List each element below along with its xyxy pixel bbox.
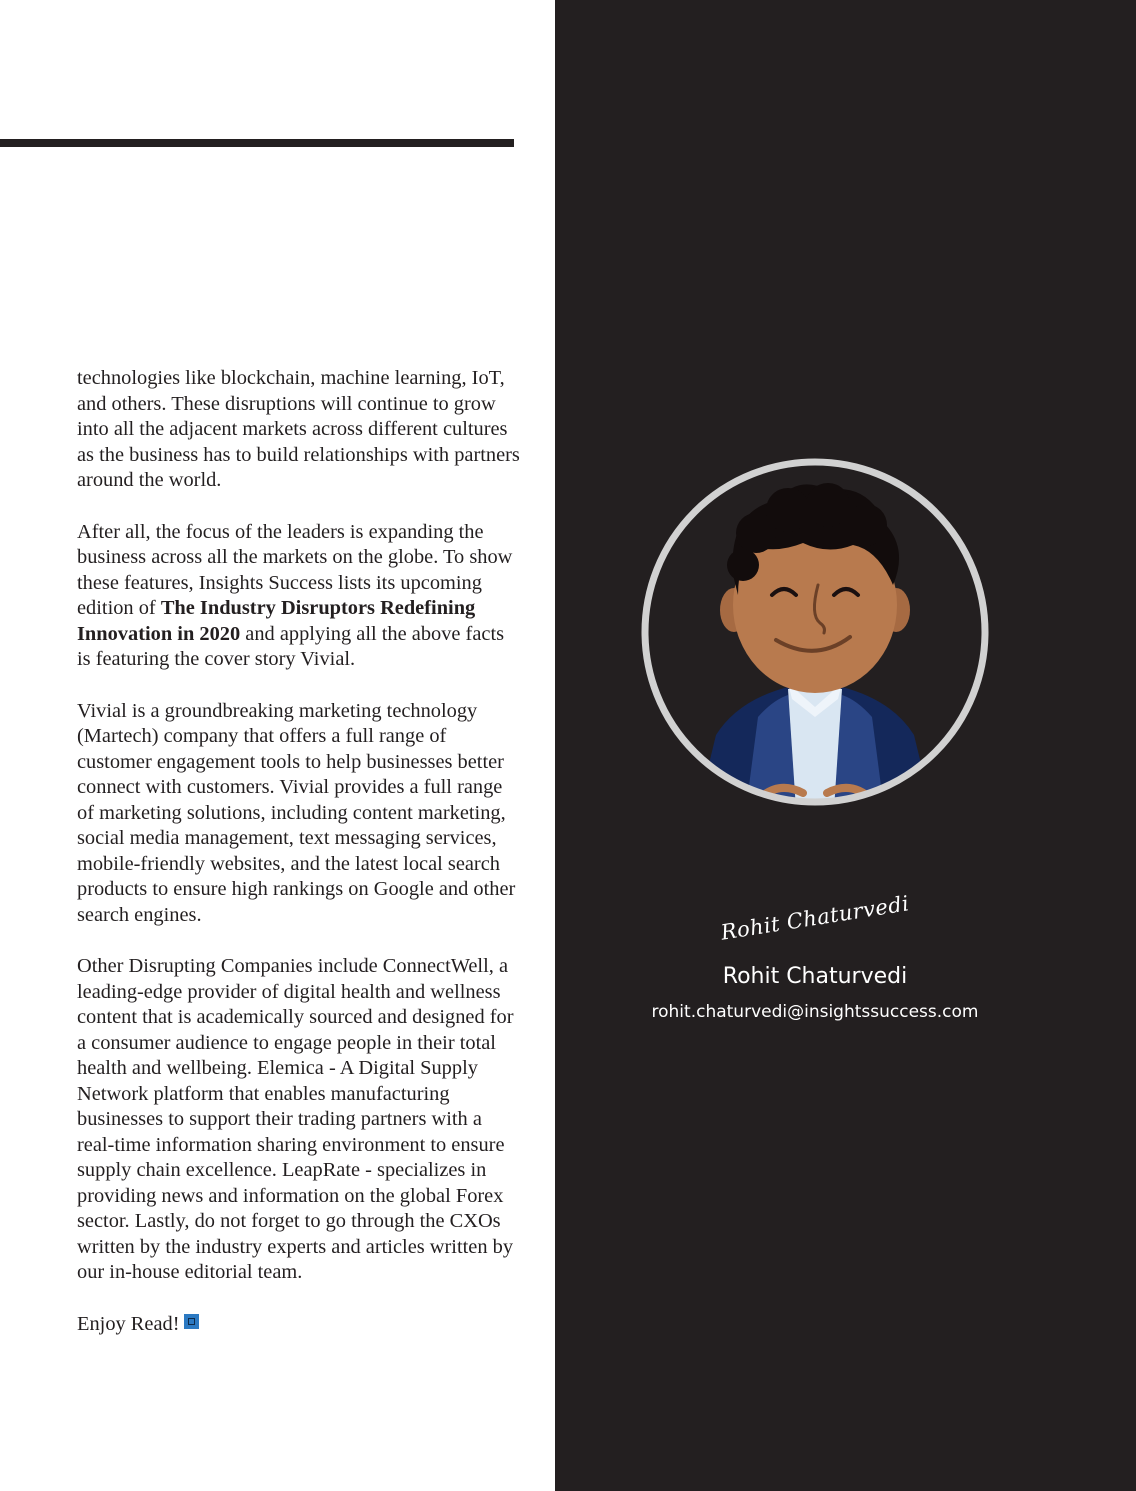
editor-avatar [638,455,992,809]
editor-name: Rohit Chaturvedi [722,964,908,989]
article-paragraph-3: Vivial is a groundbreaking marketing technology (Martech) company that offers a full range of customer engagement tools to help businesses better connect with customers. Vivial provides a full range of marketing solutions, including content marketing, social media management, text messaging services, mobile-friendly websites, and the latest local search products to ensure high rankings on Google and other search engines. [77,699,516,926]
end-mark-icon [184,1314,199,1329]
article-paragraph-2 [77,520,522,673]
article-paragraph-1: technologies like blockchain, machine learning, IoT, and others. These disruptions will continue to grow into all the adjacent markets across different cultures as the business has to build relationships with partners around the world. [77,367,520,491]
editor-signature: Rohit Chaturvedi [719,891,911,945]
closing-text: Enjoy Read! [77,1312,180,1335]
article-body [77,366,522,1363]
closing-line [77,1312,522,1338]
article-column [0,0,555,1491]
paragraph-text: After all, the focus of the leaders is expanding the business across all the markets on the globe. To show these features, Insights Success lists its upcoming edition of [77,520,513,619]
top-rule-divider [0,139,514,147]
editor-email: rohit.chaturvedi@insightssuccess.com [651,1002,979,1022]
edition-title: The Industry Disruptors Redefining Innovation in 2020 [77,597,476,645]
article-paragraph-4: Other Disrupting Companies include ConnectWell, a leading-edge provider of digital health and wellness content that is academically sourced and designed for a consumer audience to engage people in their total health and wellbeing. Elemica - A Digital Supply Network platform that enables manufacturing businesses to support their trading partners with a real-time information sharing environment to ensure supply chain excellence. LeapRate - specializes in providing news and information on the global Forex sector. Lastly, do not forget to go through the CXOs written by the industry experts and articles written by our in-house editorial team. [77,955,514,1283]
paragraph-text: and applying all the above facts is featuring the cover story Vivial. [77,622,505,670]
